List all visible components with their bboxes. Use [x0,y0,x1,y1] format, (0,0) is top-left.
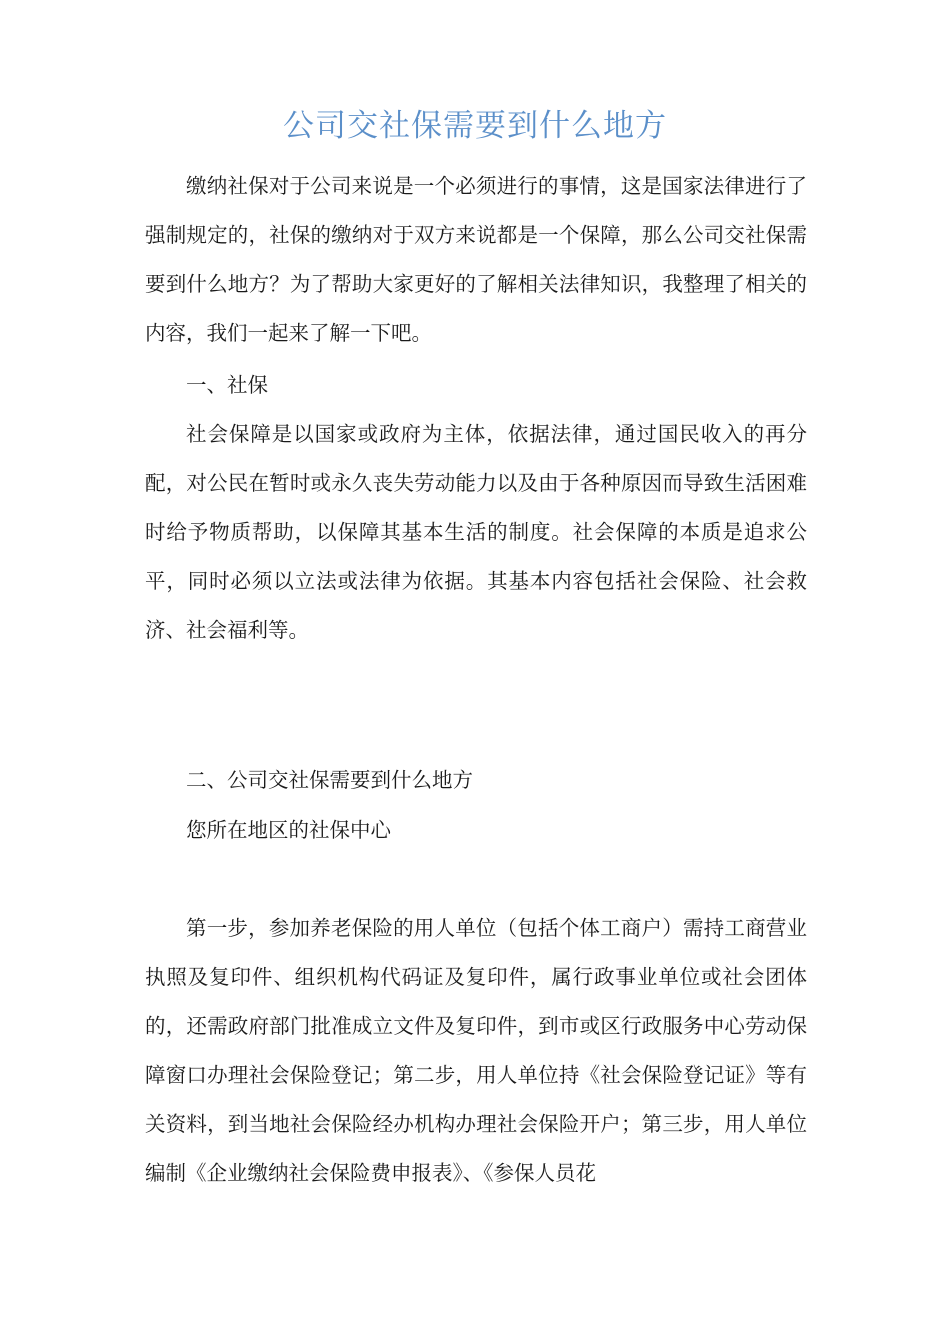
intro-paragraph: 缴纳社保对于公司来说是一个必须进行的事情，这是国家法律进行了强制规定的，社保的缴纳对于双方来说都是一个保障，那么公司交社保需要到什么地方？为了帮助大家更好的了解相关法律知识，我整理了相关的内容，我们一起来了解一下吧。 [145,174,807,345]
steps-paragraph: 第一步，参加养老保险的用人单位（包括个体工商户）需持工商营业执照及复印件、组织机构代码证及复印件，属行政事业单位或社会团体的，还需政府部门批准成立文件及复印件，到市或区行政服务中心劳动保障窗口办理社会保险登记；第二步，用人单位持《社会保险登记证》等有关资料，到当地社会保险经办机构办理社会保险开户；第三步，用人单位编制《企业缴纳社会保险费申报表》、《参保人员花 [145,916,807,1185]
section-heading-where-to-pay: 二、公司交社保需要到什么地方 [186,768,473,792]
document-title: 公司交社保需要到什么地方 [283,108,667,144]
section-heading-social-security: 一、社保 [186,373,268,397]
social-security-definition-paragraph: 社会保障是以国家或政府为主体，依据法律，通过国民收入的再分配，对公民在暂时或永久丧失劳动能力以及由于各种原因而导致生活困难时给予物质帮助，以保障其基本生活的制度。社会保障的本质是追求公平，同时必须以立法或法律为依据。其基本内容包括社会保险、社会救济、社会福利等。 [145,422,807,642]
answer-paragraph: 您所在地区的社保中心 [186,818,391,842]
